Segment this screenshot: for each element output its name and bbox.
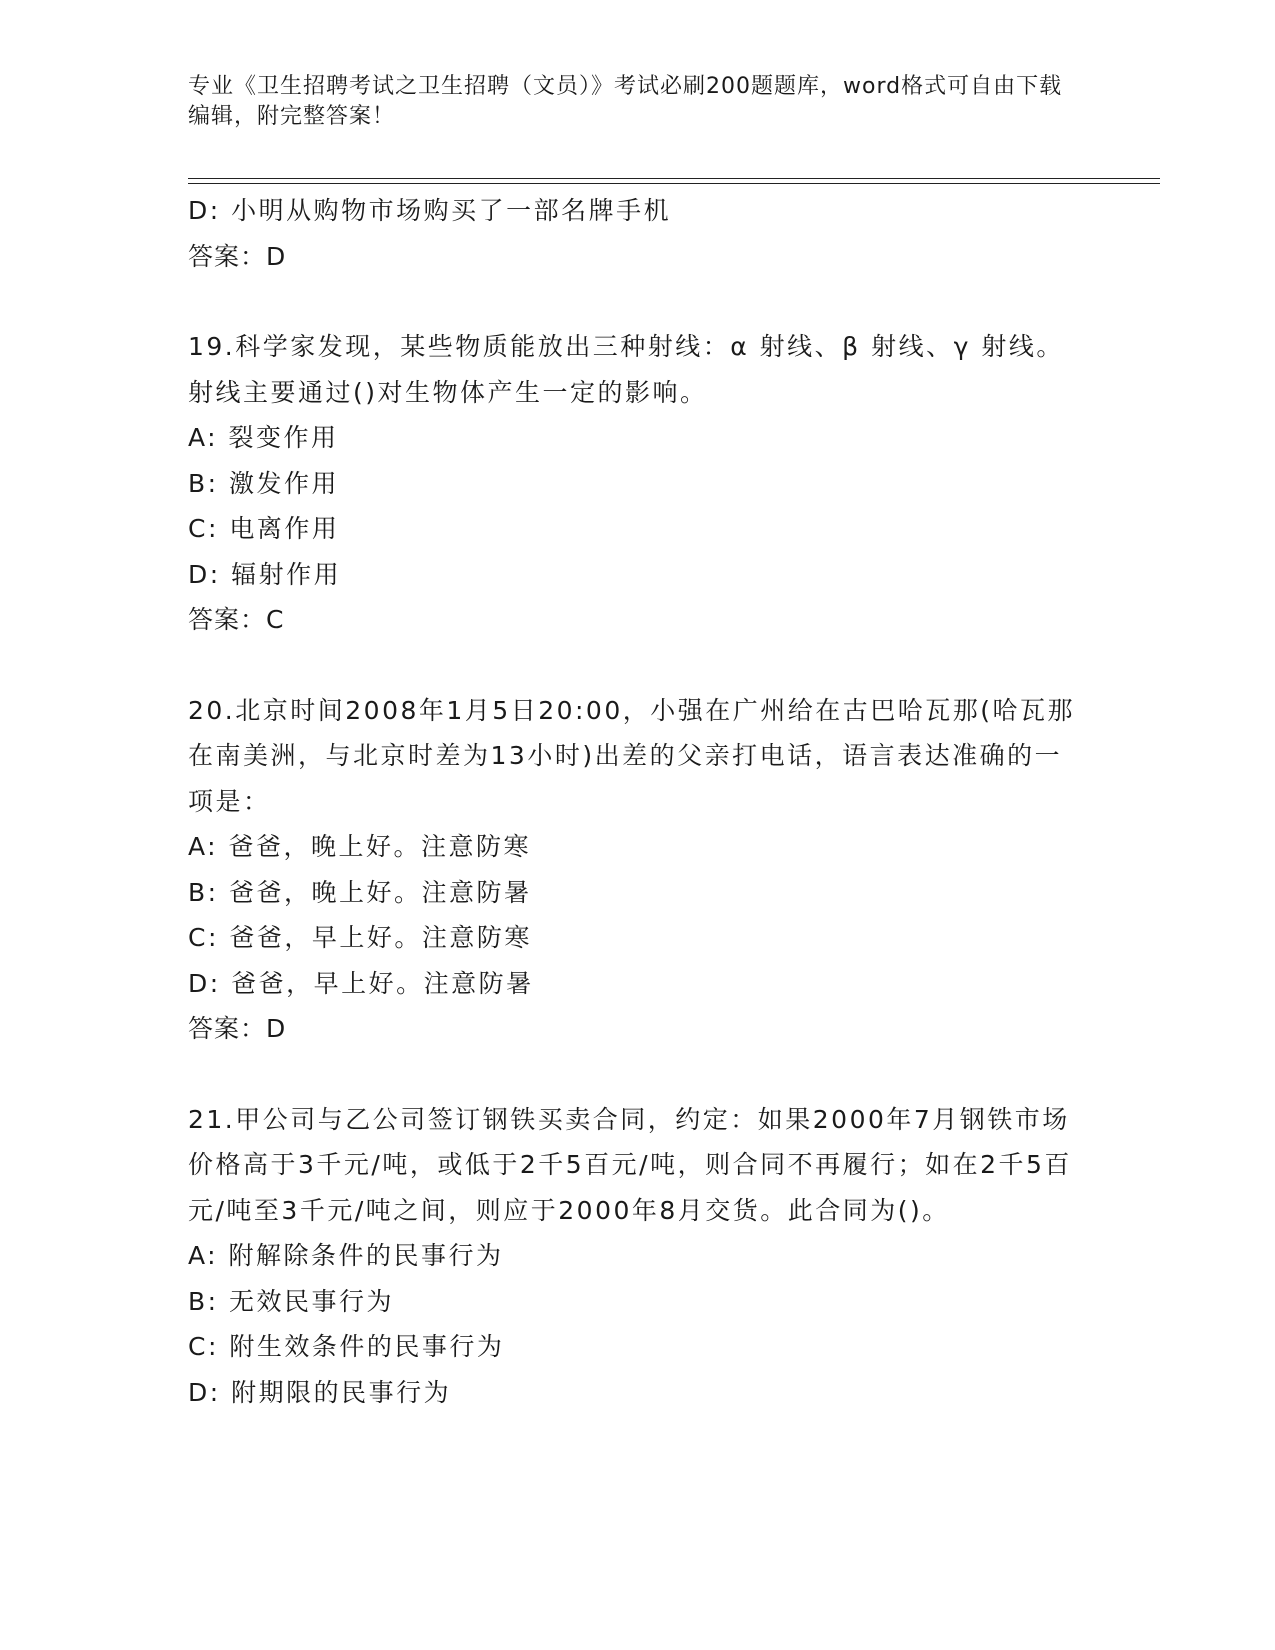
page-header (188, 72, 1068, 132)
document-body (188, 188, 1088, 1415)
carryover-option-d: D: 小明从购物市场购买了一部名牌手机 (188, 196, 672, 225)
header-title: 专业《卫生招聘考试之卫生招聘（文员）》考试必刷200题题库，word格式可自由下载编辑，附完整答案！ (188, 74, 1063, 129)
option-b: B: 无效民事行为 (188, 1286, 395, 1316)
option-c: C: 电离作用 (188, 514, 340, 543)
option-b: B: 爸爸，晚上好。注意防暑 (188, 877, 532, 907)
header-divider-top (188, 178, 1160, 179)
option-a: A: 爸爸，晚上好。注意防寒 (188, 832, 532, 861)
question-stem: 20.北京时间2008年1月5日20:00，小强在广州给在古巴哈瓦那(哈瓦那在南美洲，与北京时差为13小时)出差的父亲打电话，语言表达准确的一项是： (188, 695, 1075, 816)
option-b: B: 激发作用 (188, 468, 340, 498)
option-d: D: 爸爸，早上好。注意防暑 (188, 968, 534, 998)
option-a: A: 裂变作用 (188, 423, 339, 452)
question-19 (188, 324, 1088, 643)
question-21 (188, 1097, 1088, 1416)
option-a: A: 附解除条件的民事行为 (188, 1241, 504, 1270)
question-20 (188, 688, 1088, 1052)
answer: 答案：D (188, 1014, 287, 1043)
question-stem: 19.科学家发现，某些物质能放出三种射线：α 射线、β 射线、γ 射线。射线主要通过()对生物体产生一定的影响。 (188, 332, 1064, 407)
question-stem: 21.甲公司与乙公司签订钢铁买卖合同，约定：如果2000年7月钢铁市场价格高于3千元/吨，或低于2千5百元/吨，则合同不再履行；如在2千5百元/吨至3千元/吨之间，则应于2000年8月交货。此合同为()。 (188, 1104, 1072, 1225)
option-c: C: 爸爸，早上好。注意防寒 (188, 923, 532, 952)
option-c: C: 附生效条件的民事行为 (188, 1332, 505, 1361)
header-divider-bottom (188, 183, 1160, 184)
answer: 答案：C (188, 605, 285, 634)
option-d: D: 辐射作用 (188, 559, 342, 589)
carryover-answer: 答案：D (188, 241, 287, 271)
option-d: D: 附期限的民事行为 (188, 1377, 452, 1407)
